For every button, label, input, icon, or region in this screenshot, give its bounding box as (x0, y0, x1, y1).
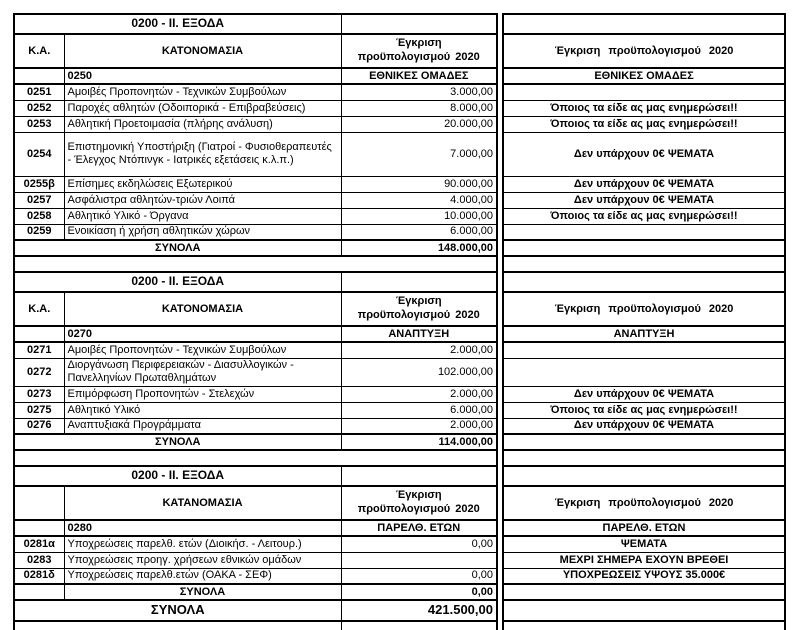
comment-cell (503, 272, 785, 292)
code-cell (14, 326, 64, 342)
amount-header-cell: Έγκριση προϋπολογισμού 2020 (341, 292, 497, 326)
item-code-cell: 0273 (14, 386, 64, 402)
totals-comment-cell (503, 434, 785, 450)
item-code-cell: 0283 (14, 552, 64, 568)
amount-cell (341, 14, 497, 34)
section-title: 0200 - ΙΙ. ΕΞΟΔΑ (14, 14, 341, 34)
group-row (14, 326, 785, 342)
totals-label-cell: ΣΥΝΟΛΑ (14, 240, 341, 256)
spacer-comment-cell (503, 450, 785, 466)
group-code-cell: 0250 (64, 68, 341, 84)
spacer-cell (14, 256, 497, 272)
item-comment-cell: Δεν υπάρχουν 0€ ΨΕΜΑΤΑ (503, 386, 785, 402)
item-row (14, 536, 785, 552)
item-amount-cell: 8.000,00 (341, 100, 497, 116)
item-name-cell: Επιστημονική Υποστήριξη (Γιατροί - Φυσιοθεραπευτές - Έλεγχος Ντόπινγκ - Ιατρικές εξετάσεις κ.λ.π.) (64, 132, 341, 176)
section-totals-row (14, 584, 785, 600)
item-row (14, 358, 785, 386)
item-row (14, 116, 785, 132)
item-name-cell: Επιμόρφωση Προπονητών - Στελεχών (64, 386, 341, 402)
group-row (14, 520, 785, 536)
group-name-cell: ΕΘΝΙΚΕΣ ΟΜΑΔΕΣ (341, 68, 497, 84)
item-row (14, 568, 785, 584)
item-name-cell: Αθλητικό Υλικό - Όργανα (64, 208, 341, 224)
section-spacer-row (14, 256, 785, 272)
code-cell (14, 68, 64, 84)
spacer-comment-cell (503, 256, 785, 272)
item-code-cell: 0251 (14, 84, 64, 100)
totals-label-cell: ΣΥΝΟΛΑ (14, 434, 341, 450)
item-comment-cell: Δεν υπάρχουν 0€ ΨΕΜΑΤΑ (503, 192, 785, 208)
item-row (14, 224, 785, 240)
item-code-cell: 0253 (14, 116, 64, 132)
item-code-cell: 0255β (14, 176, 64, 192)
section-title-row (14, 14, 785, 34)
item-row (14, 100, 785, 116)
section-title: 0200 - ΙΙ. ΕΞΟΔΑ (14, 272, 341, 292)
item-comment-cell (503, 224, 785, 240)
item-name-cell: Αθλητική Προετοιμασία (πλήρης ανάλυση) (64, 116, 341, 132)
item-comment-cell: Όποιος τα είδε ας μας ενημερώσει!! (503, 208, 785, 224)
item-name-cell: Διοργάνωση Περιφερειακών - Διασυλλογικών - Πανελληνίων Πρωταθλημάτων (64, 358, 341, 386)
item-comment-cell: Δεν υπάρχουν 0€ ΨΕΜΑΤΑ (503, 418, 785, 434)
item-row (14, 386, 785, 402)
partial-comment-cell (503, 621, 785, 630)
budget-table-body (14, 14, 785, 630)
comment-cell (503, 466, 785, 486)
item-amount-cell: 102.000,00 (341, 358, 497, 386)
item-name-cell: Υποχρεώσεις προηγ. χρήσεων εθνικών ομάδων (64, 552, 341, 568)
section-title-row (14, 272, 785, 292)
budget-table (13, 13, 786, 630)
item-comment-cell (503, 358, 785, 386)
item-comment-cell: Όποιος τα είδε ας μας ενημερώσει!! (503, 116, 785, 132)
item-name-cell: Αναπτυξιακά Προγράμματα (64, 418, 341, 434)
item-code-cell: 0271 (14, 342, 64, 358)
grand-total-comment-cell (503, 600, 785, 621)
code-cell (14, 584, 64, 600)
grand-total-amount-cell: 421.500,00 (341, 600, 497, 621)
item-row (14, 84, 785, 100)
amount-header-cell: Έγκριση προϋπολογισμού 2020 (341, 34, 497, 68)
name-header-cell: ΚΑΤΟΝΟΜΑΣΙΑ (64, 292, 341, 326)
group-code-cell: 0270 (64, 326, 341, 342)
item-code-cell: 0259 (14, 224, 64, 240)
spacer-cell (14, 450, 497, 466)
item-comment-cell: Όποιος τα είδε ας μας ενημερώσει!! (503, 100, 785, 116)
totals-comment-cell (503, 584, 785, 600)
comment-cell (503, 14, 785, 34)
item-amount-cell: 90.000,00 (341, 176, 497, 192)
item-name-cell: Επίσημες εκδηλώσεις Εξωτερικού (64, 176, 341, 192)
item-row (14, 192, 785, 208)
item-comment-cell: ΨΕΜΑΤΑ (503, 536, 785, 552)
group-row (14, 68, 785, 84)
item-code-cell: 0276 (14, 418, 64, 434)
item-row (14, 132, 785, 176)
item-amount-cell: 20.000,00 (341, 116, 497, 132)
amount-cell (341, 466, 497, 486)
item-row (14, 342, 785, 358)
totals-amount-cell: 148.000,00 (341, 240, 497, 256)
item-name-cell: Παροχές αθλητών (Οδοιπορικά - Επιβραβεύσεις) (64, 100, 341, 116)
section-title-row (14, 466, 785, 486)
item-amount-cell: 2.000,00 (341, 342, 497, 358)
item-amount-cell: 0,00 (341, 536, 497, 552)
item-name-cell: Αμοιβές Προπονητών - Τεχνικών Συμβούλων (64, 84, 341, 100)
section-totals-row (14, 240, 785, 256)
partial-cell (14, 621, 341, 630)
code-header-cell: Κ.Α. (14, 34, 64, 68)
item-comment-cell (503, 84, 785, 100)
item-row (14, 176, 785, 192)
item-code-cell: 0257 (14, 192, 64, 208)
item-code-cell: 0258 (14, 208, 64, 224)
comment-header-cell: Έγκριση προϋπολογισμού 2020 (503, 34, 785, 68)
totals-label-cell: ΣΥΝΟΛΑ (64, 584, 341, 600)
section-header-row (14, 486, 785, 520)
code-header-cell: Κ.Α. (14, 292, 64, 326)
item-comment-cell (503, 342, 785, 358)
item-name-cell: Αθλητικό Υλικό (64, 402, 341, 418)
totals-comment-cell (503, 240, 785, 256)
name-header-cell: ΚΑΤΟΝΟΜΑΣΙΑ (64, 34, 341, 68)
item-name-cell: Υποχρεώσεις παρελθ. ετών (Διοικήσ. - Λειτουρ.) (64, 536, 341, 552)
item-code-cell: 0281δ (14, 568, 64, 584)
group-code-cell: 0280 (64, 520, 341, 536)
totals-amount-cell: 0,00 (341, 584, 497, 600)
item-comment-cell: ΜΕΧΡΙ ΣΗΜΕΡΑ ΕΧΟΥΝ ΒΡΕΘΕΙ (503, 552, 785, 568)
group-name-cell: ΑΝΑΠΤΥΞΗ (341, 326, 497, 342)
section-header-row (14, 292, 785, 326)
name-header-cell: ΚΑΤΑΝΟΜΑΣΙΑ (64, 486, 341, 520)
group-comment-cell: ΠΑΡΕΛΘ. ΕΤΩΝ (503, 520, 785, 536)
group-name-cell: ΠΑΡΕΛΘ. ΕΤΩΝ (341, 520, 497, 536)
item-row (14, 552, 785, 568)
grand-total-label-cell: ΣΥΝΟΛΑ (14, 600, 341, 621)
item-amount-cell: 2.000,00 (341, 386, 497, 402)
comment-header-cell: Έγκριση προϋπολογισμού 2020 (503, 486, 785, 520)
item-code-cell: 0281α (14, 536, 64, 552)
item-amount-cell: 7.000,00 (341, 132, 497, 176)
item-amount-cell: 10.000,00 (341, 208, 497, 224)
item-name-cell: Αμοιβές Προπονητών - Τεχνικών Συμβούλων (64, 342, 341, 358)
partial-amount-cell (341, 621, 497, 630)
section-spacer-row (14, 450, 785, 466)
item-name-cell: Ασφάλιστρα αθλητών-τριών Λοιπά (64, 192, 341, 208)
code-header-cell (14, 486, 64, 520)
grand-total-row (14, 600, 785, 621)
item-row (14, 418, 785, 434)
item-amount-cell: 6.000,00 (341, 224, 497, 240)
item-comment-cell: Όποιος τα είδε ας μας ενημερώσει!! (503, 402, 785, 418)
item-code-cell: 0254 (14, 132, 64, 176)
item-code-cell: 0275 (14, 402, 64, 418)
item-name-cell: Υποχρεώσεις παρελθ.ετών (ΟΑΚΑ - ΣΕΦ) (64, 568, 341, 584)
section-header-row (14, 34, 785, 68)
code-cell (14, 520, 64, 536)
item-code-cell: 0272 (14, 358, 64, 386)
item-amount-cell: 0,00 (341, 568, 497, 584)
item-amount-cell: 3.000,00 (341, 84, 497, 100)
section-title: 0200 - ΙΙ. ΕΞΟΔΑ (14, 466, 341, 486)
item-amount-cell: 6.000,00 (341, 402, 497, 418)
section-totals-row (14, 434, 785, 450)
item-amount-cell: 2.000,00 (341, 418, 497, 434)
item-comment-cell: ΥΠΟΧΡΕΩΣΕΙΣ ΥΨΟΥΣ 35.000€ (503, 568, 785, 584)
item-comment-cell: Δεν υπάρχουν 0€ ΨΕΜΑΤΑ (503, 176, 785, 192)
amount-cell (341, 272, 497, 292)
item-name-cell: Ενοικίαση ή χρήση αθλητικών χώρων (64, 224, 341, 240)
partial-bottom-row (14, 621, 785, 630)
item-row (14, 208, 785, 224)
group-comment-cell: ΕΘΝΙΚΕΣ ΟΜΑΔΕΣ (503, 68, 785, 84)
item-amount-cell: 4.000,00 (341, 192, 497, 208)
item-row (14, 402, 785, 418)
item-comment-cell: Δεν υπάρχουν 0€ ΨΕΜΑΤΑ (503, 132, 785, 176)
amount-header-cell: Έγκριση προϋπολογισμού 2020 (341, 486, 497, 520)
item-code-cell: 0252 (14, 100, 64, 116)
comment-header-cell: Έγκριση προϋπολογισμού 2020 (503, 292, 785, 326)
item-amount-cell (341, 552, 497, 568)
totals-amount-cell: 114.000,00 (341, 434, 497, 450)
group-comment-cell: ΑΝΑΠΤΥΞΗ (503, 326, 785, 342)
